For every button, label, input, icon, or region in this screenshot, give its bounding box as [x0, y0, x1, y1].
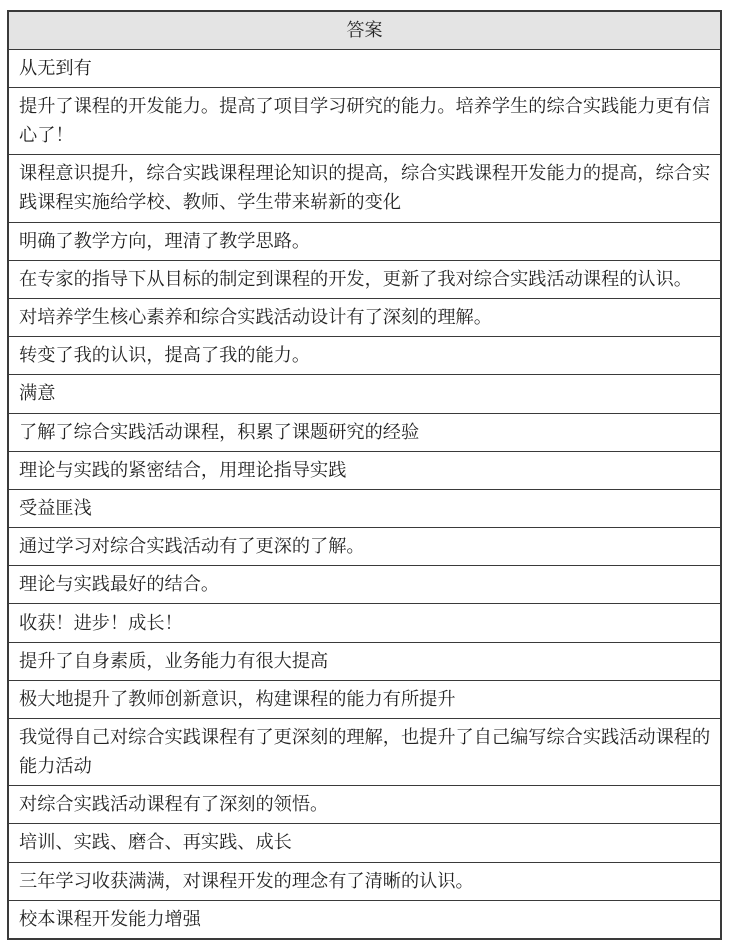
- table-header: [8, 11, 721, 50]
- table-row: [8, 900, 721, 939]
- answer-cell: [8, 50, 721, 88]
- table-row: [8, 88, 721, 155]
- table-row: [8, 337, 721, 375]
- table-row: [8, 298, 721, 336]
- table-row: [8, 489, 721, 527]
- answer-cell: [8, 900, 721, 939]
- table-header-row: [8, 11, 721, 50]
- answer-cell: [8, 375, 721, 413]
- answer-text: 理论与实践的紧密结合，用理论指导实践: [19, 459, 347, 481]
- answer-cell: [8, 642, 721, 680]
- answer-cell: [8, 298, 721, 336]
- answer-text: 了解了综合实践活动课程，积累了课题研究的经验: [19, 421, 420, 443]
- answer-cell: [8, 680, 721, 718]
- answer-text: 收获！进步！成长！: [19, 612, 183, 634]
- answer-cell: [8, 222, 721, 260]
- answer-text: 从无到有: [19, 58, 92, 80]
- table-row: [8, 786, 721, 824]
- table-row: [8, 824, 721, 862]
- table-row: [8, 528, 721, 566]
- answer-text: 培训、实践、磨合、再实践、成长: [19, 832, 292, 854]
- answer-cell: [8, 528, 721, 566]
- answer-text: 提升了课程的开发能力。提高了项目学习研究的能力。培养学生的综合实践能力更有信心了！: [19, 96, 711, 147]
- answer-text: 明确了教学方向，理清了教学思路。: [19, 230, 311, 252]
- table-row: [8, 566, 721, 604]
- answer-cell: [8, 824, 721, 862]
- table-row: [8, 604, 721, 642]
- answer-text: 转变了我的认识，提高了我的能力。: [19, 345, 311, 367]
- column-header-answer: 答案: [8, 11, 721, 50]
- answer-text: 三年学习收获满满，对课程开发的理念有了清晰的认识。: [19, 870, 474, 892]
- answer-cell: [8, 451, 721, 489]
- answer-text: 对培养学生核心素养和综合实践活动设计有了深刻的理解。: [19, 307, 492, 329]
- answer-cell: [8, 88, 721, 155]
- answer-text: 满意: [19, 383, 56, 405]
- answer-cell: [8, 786, 721, 824]
- answer-cell: [8, 337, 721, 375]
- table-row: [8, 50, 721, 88]
- answer-cell: [8, 862, 721, 900]
- table-row: [8, 413, 721, 451]
- answer-cell: [8, 566, 721, 604]
- table-row: [8, 719, 721, 786]
- table-row: [8, 642, 721, 680]
- answer-text: 理论与实践最好的结合。: [19, 574, 220, 596]
- answer-text: 校本课程开发能力增强: [19, 908, 201, 930]
- table-row: [8, 680, 721, 718]
- table-row: [8, 375, 721, 413]
- table-row: [8, 155, 721, 222]
- table-row: [8, 862, 721, 900]
- answer-text: 提升了自身素质，业务能力有很大提高: [19, 650, 329, 672]
- answer-text: 在专家的指导下从目标的制定到课程的开发，更新了我对综合实践活动课程的认识。: [19, 268, 692, 290]
- table-body: [8, 50, 721, 939]
- answer-text: 极大地提升了教师创新意识，构建课程的能力有所提升: [19, 688, 456, 710]
- answer-cell: [8, 489, 721, 527]
- answer-text: 对综合实践活动课程有了深刻的领悟。: [19, 794, 329, 816]
- answer-cell: [8, 260, 721, 298]
- answer-cell: [8, 413, 721, 451]
- answer-text: 通过学习对综合实践活动有了更深的了解。: [19, 536, 365, 558]
- answer-text: 我觉得自己对综合实践课程有了更深刻的理解，也提升了自己编写综合实践活动课程的能力活动: [19, 727, 711, 778]
- table-row: [8, 451, 721, 489]
- answer-cell: [8, 719, 721, 786]
- answer-cell: [8, 604, 721, 642]
- table-row: [8, 260, 721, 298]
- table-row: [8, 222, 721, 260]
- answer-text: 受益匪浅: [19, 497, 92, 519]
- answer-text: 课程意识提升，综合实践课程理论知识的提高，综合实践课程开发能力的提高，综合实践课程实施给学校、教师、学生带来崭新的变化: [19, 163, 711, 214]
- answer-cell: [8, 155, 721, 222]
- answers-table: [7, 10, 722, 940]
